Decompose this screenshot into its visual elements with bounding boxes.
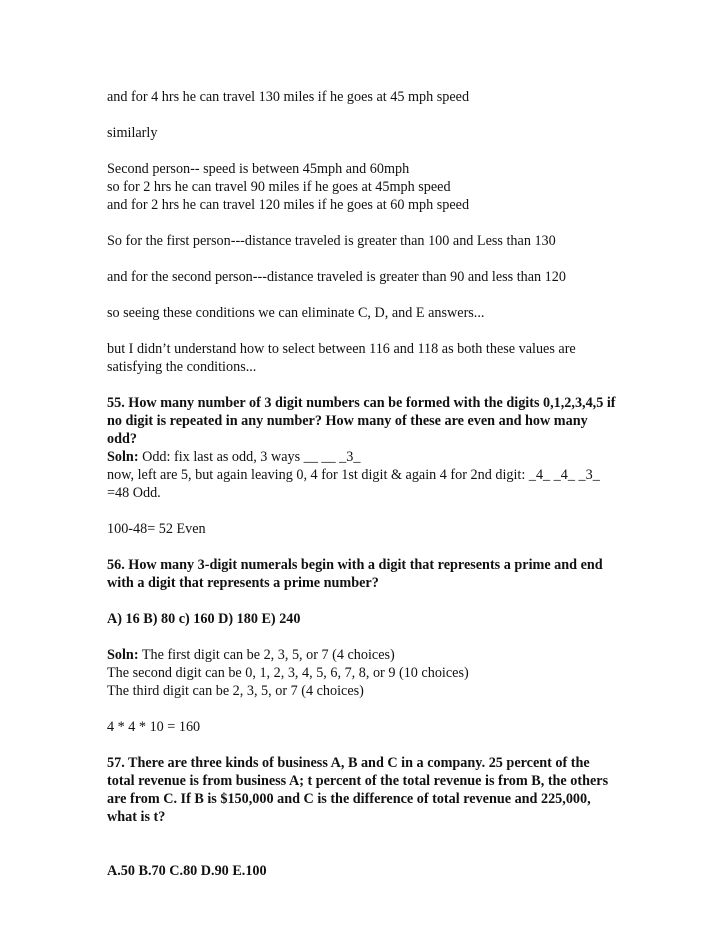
answer-options: A) 16 B) 80 c) 160 D) 180 E) 240: [107, 611, 301, 627]
question-text: total revenue is from business A; t percent of the total revenue is from B, the others: [107, 773, 609, 789]
question-text: are from C. If B is $150,000 and C is the difference of total revenue and 225,000,: [107, 791, 591, 807]
text-line: Second person-- speed is between 45mph and 60mph: [107, 161, 410, 177]
question-text: what is t?: [107, 809, 166, 825]
solution-line: now, left are 5, but again leaving 0, 4 for 1st digit & again 4 for 2nd digit: _4_ _4_ _3_: [107, 467, 600, 483]
solution-text: The first digit can be 2, 3, 5, or 7 (4 choices): [138, 647, 395, 663]
text-line: satisfying the conditions...: [107, 359, 257, 375]
solution-line: The second digit can be 0, 1, 2, 3, 4, 5, 6, 7, 8, or 9 (10 choices): [107, 665, 469, 681]
solution-text: Odd: fix last as odd, 3 ways __ __ _3_: [138, 449, 361, 465]
text-line: So for the first person---distance traveled is greater than 100 and Less than 130: [107, 233, 556, 249]
question-text: with a digit that represents a prime number?: [107, 575, 379, 591]
solution-label: Soln:: [107, 647, 139, 663]
text-line: and for 4 hrs he can travel 130 miles if he goes at 45 mph speed: [107, 89, 470, 105]
answer-options: A.50 B.70 C.80 D.90 E.100: [107, 863, 267, 879]
solution-line: 4 * 4 * 10 = 160: [107, 719, 201, 735]
text-line: and for the second person---distance traveled is greater than 90 and less than 120: [107, 269, 566, 285]
question-text: no digit is repeated in any number? How many of these are even and how many: [107, 413, 588, 429]
solution-line: [107, 448, 667, 466]
solution-line: 100-48= 52 Even: [107, 521, 206, 537]
question-text: odd?: [107, 431, 137, 447]
question-text: 55. How many number of 3 digit numbers can be formed with the digits 0,1,2,3,4,5 if: [107, 395, 616, 411]
text-line: so seeing these conditions we can eliminate C, D, and E answers...: [107, 305, 485, 321]
solution-line: The third digit can be 2, 3, 5, or 7 (4 choices): [107, 683, 364, 699]
solution-line: [107, 646, 667, 664]
text-line: similarly: [107, 125, 158, 141]
solution-line: =48 Odd.: [107, 485, 161, 501]
solution-label: Soln:: [107, 449, 139, 465]
text-line: but I didn’t understand how to select between 116 and 118 as both these values are: [107, 341, 576, 357]
question-55: [107, 394, 667, 538]
question-57: [107, 754, 667, 880]
document-page: [107, 88, 667, 880]
question-56: [107, 556, 667, 736]
question-text: 56. How many 3-digit numerals begin with a digit that represents a prime and end: [107, 557, 603, 573]
question-text: 57. There are three kinds of business A, B and C in a company. 25 percent of the: [107, 755, 590, 771]
text-line: and for 2 hrs he can travel 120 miles if he goes at 60 mph speed: [107, 197, 470, 213]
text-line: so for 2 hrs he can travel 90 miles if he goes at 45mph speed: [107, 179, 451, 195]
